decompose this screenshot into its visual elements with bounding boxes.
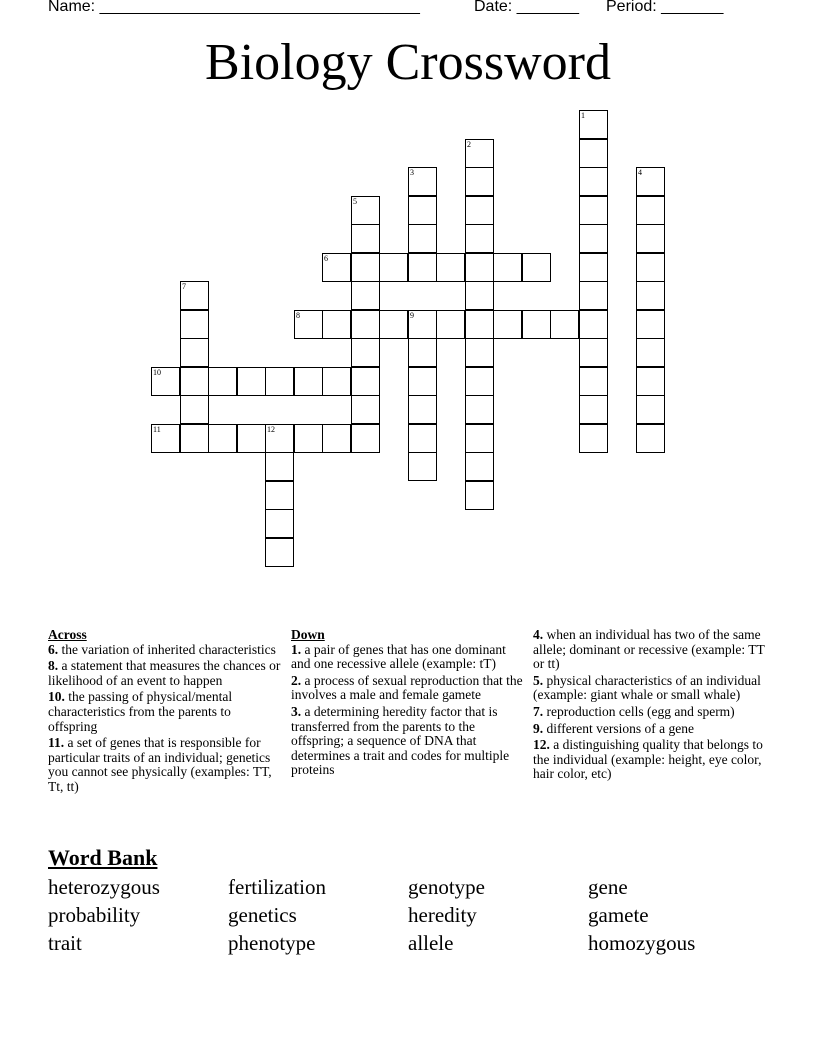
clue-number: 3 — [410, 168, 414, 177]
across-clue-list — [48, 643, 283, 795]
clue-item-number: 10. — [48, 689, 65, 705]
clue-number: 10 — [153, 368, 161, 377]
crossword-cell[interactable] — [151, 424, 180, 453]
crossword-cell[interactable] — [208, 367, 237, 396]
crossword-cell[interactable] — [351, 310, 380, 339]
clue-item-text: different versions of a gene — [546, 720, 694, 736]
clue-item — [533, 628, 773, 672]
crossword-cell[interactable] — [237, 367, 266, 396]
clue-item — [533, 705, 773, 720]
crossword-cell[interactable] — [579, 424, 608, 453]
crossword-cell[interactable] — [408, 395, 437, 424]
crossword-cell[interactable] — [465, 224, 494, 253]
crossword-cell[interactable] — [180, 395, 209, 424]
crossword-cell[interactable] — [636, 395, 665, 424]
crossword-cell[interactable] — [351, 424, 380, 453]
crossword-cell[interactable] — [322, 367, 351, 396]
date-field-label[interactable]: Date: _______ — [474, 0, 579, 15]
clue-item — [291, 674, 523, 703]
down-clues-continued — [533, 628, 773, 782]
clue-item-number: 12. — [533, 737, 550, 753]
crossword-cell[interactable] — [579, 338, 608, 367]
crossword-cell[interactable] — [180, 424, 209, 453]
clue-number: 4 — [638, 168, 642, 177]
clue-number: 8 — [296, 311, 300, 320]
crossword-cell[interactable] — [322, 310, 351, 339]
down-clue-list-continued — [533, 628, 773, 782]
crossword-cell[interactable] — [579, 395, 608, 424]
period-field-label[interactable]: Period: _______ — [606, 0, 724, 15]
clue-item — [48, 659, 283, 688]
crossword-cell[interactable] — [636, 196, 665, 225]
word-bank-word: fertilization — [228, 875, 326, 899]
clue-item-number: 2. — [291, 672, 302, 688]
word-bank-word: homozygous — [588, 931, 696, 955]
crossword-cell[interactable] — [322, 253, 351, 282]
crossword-cell[interactable] — [465, 310, 494, 339]
crossword-cell[interactable] — [636, 310, 665, 339]
clue-item-number: 1. — [291, 641, 302, 657]
crossword-cell[interactable] — [151, 367, 180, 396]
crossword-cell[interactable] — [265, 481, 294, 510]
crossword-cell[interactable] — [465, 395, 494, 424]
crossword-cell[interactable] — [408, 310, 437, 339]
crossword-cell[interactable] — [180, 281, 209, 310]
clue-item-number: 4. — [533, 627, 544, 642]
crossword-cell[interactable] — [208, 424, 237, 453]
crossword-cell[interactable] — [579, 367, 608, 396]
clue-item-text: a determining heredity factor that is transferred from the parents to the offspring; a sequence of DNA that determines a trait and codes for multiple proteins — [291, 703, 510, 778]
clue-item-text: the variation of inherited characteristics — [61, 641, 276, 657]
clue-number: 1 — [581, 111, 585, 120]
clue-item-text: a set of genes that is responsible for particular traits of an individual; genetics you cannot see physically (examples: TT, Tt, tt) — [48, 735, 272, 794]
crossword-cell[interactable] — [436, 253, 465, 282]
word-bank-word: trait — [48, 931, 82, 955]
down-heading: Down — [291, 627, 325, 642]
crossword-cell[interactable] — [351, 338, 380, 367]
clue-item-number: 11. — [48, 735, 65, 751]
crossword-cell[interactable] — [265, 452, 294, 481]
crossword-cell[interactable] — [408, 196, 437, 225]
clue-item-number: 7. — [533, 703, 544, 719]
crossword-cell[interactable] — [265, 509, 294, 538]
clue-number: 11 — [153, 425, 161, 434]
crossword-cell[interactable] — [579, 139, 608, 168]
crossword-cell[interactable] — [579, 310, 608, 339]
clue-item — [48, 736, 283, 794]
crossword-cell[interactable] — [351, 367, 380, 396]
crossword-cell[interactable] — [636, 253, 665, 282]
word-bank-word: probability — [48, 903, 141, 927]
crossword-cell[interactable] — [265, 424, 294, 453]
clue-number: 5 — [353, 197, 357, 206]
crossword-cell[interactable] — [408, 253, 437, 282]
crossword-cell[interactable] — [636, 367, 665, 396]
crossword-cell[interactable] — [465, 481, 494, 510]
word-bank-word: gene — [588, 875, 628, 899]
clue-number: 9 — [410, 311, 414, 320]
crossword-cell[interactable] — [180, 338, 209, 367]
clue-item — [48, 643, 283, 658]
word-bank-word: genetics — [228, 903, 297, 927]
down-clue-list — [291, 643, 523, 778]
crossword-cell[interactable] — [237, 424, 266, 453]
clue-item — [291, 643, 523, 672]
crossword-cell[interactable] — [465, 167, 494, 196]
clue-item-text: when an individual has two of the same allele; dominant or recessive (example: TT or tt) — [533, 627, 765, 672]
crossword-cell[interactable] — [550, 310, 579, 339]
crossword-cell[interactable] — [436, 310, 465, 339]
clue-item-number: 5. — [533, 672, 544, 688]
crossword-cell[interactable] — [465, 338, 494, 367]
clue-item — [533, 674, 773, 703]
crossword-cell[interactable] — [465, 424, 494, 453]
word-bank-word: heterozygous — [48, 875, 160, 899]
crossword-cell[interactable] — [493, 253, 522, 282]
crossword-cell[interactable] — [465, 367, 494, 396]
crossword-cell[interactable] — [408, 452, 437, 481]
crossword-cell[interactable] — [579, 281, 608, 310]
clue-item-text: reproduction cells (egg and sperm) — [546, 703, 735, 719]
crossword-cell[interactable] — [294, 310, 323, 339]
crossword-cell[interactable] — [351, 253, 380, 282]
crossword-cell[interactable] — [351, 196, 380, 225]
clue-item-text: a distinguishing quality that belongs to the individual (example: height, eye color, hair color, etc) — [533, 737, 763, 782]
clue-number: 12 — [267, 425, 275, 434]
word-bank-title: Word Bank — [48, 845, 158, 870]
clue-number: 2 — [467, 140, 471, 149]
crossword-cell[interactable] — [579, 253, 608, 282]
clue-item-number: 6. — [48, 641, 59, 657]
crossword-cell[interactable] — [579, 224, 608, 253]
crossword-cell[interactable] — [408, 224, 437, 253]
clue-item — [48, 690, 283, 734]
clue-item-text: a process of sexual reproduction that the involves a male and female gamete — [291, 672, 523, 703]
crossword-cell[interactable] — [636, 224, 665, 253]
crossword-cell[interactable] — [294, 424, 323, 453]
clue-item-text: the passing of physical/mental characteristics from the parents to offspring — [48, 689, 233, 734]
crossword-cell[interactable] — [465, 452, 494, 481]
word-bank-word: gamete — [588, 903, 649, 927]
crossword-cell[interactable] — [579, 167, 608, 196]
clue-item-text: a pair of genes that has one dominant and one recessive allele (example: tT) — [291, 641, 506, 672]
crossword-cell[interactable] — [408, 367, 437, 396]
crossword-cell[interactable] — [636, 281, 665, 310]
crossword-cell[interactable] — [265, 538, 294, 567]
clue-item-number: 3. — [291, 703, 302, 719]
crossword-cell[interactable] — [351, 224, 380, 253]
clue-item-text: physical characteristics of an individual (example: giant whale or small whale) — [533, 672, 761, 703]
crossword-cell[interactable] — [636, 338, 665, 367]
word-bank-word: phenotype — [228, 931, 316, 955]
down-clues — [291, 628, 523, 778]
crossword-cell[interactable] — [465, 196, 494, 225]
crossword-cell[interactable] — [465, 139, 494, 168]
crossword-cell[interactable] — [579, 196, 608, 225]
clue-item — [291, 705, 523, 778]
crossword-cell[interactable] — [493, 310, 522, 339]
crossword-cell[interactable] — [522, 310, 551, 339]
clue-number: 6 — [324, 254, 328, 263]
across-heading: Across — [48, 627, 87, 642]
crossword-cell[interactable] — [579, 110, 608, 139]
crossword-cell[interactable] — [465, 281, 494, 310]
word-bank-word: allele — [408, 931, 454, 955]
name-field-label[interactable]: Name: ____________________________________ — [48, 0, 420, 15]
clue-item — [533, 722, 773, 737]
crossword-cell[interactable] — [465, 253, 494, 282]
crossword-cell[interactable] — [522, 253, 551, 282]
clue-item-text: a statement that measures the chances or likelihood of an event to happen — [48, 658, 281, 688]
crossword-cell[interactable] — [351, 395, 380, 424]
crossword-cell[interactable] — [379, 310, 408, 339]
crossword-cell[interactable] — [408, 167, 437, 196]
page-title: Biology Crossword — [205, 34, 611, 91]
word-bank-word: genotype — [408, 875, 485, 899]
crossword-cell[interactable] — [322, 424, 351, 453]
clue-item-number: 9. — [533, 720, 544, 736]
crossword-cell[interactable] — [379, 253, 408, 282]
crossword-cell[interactable] — [294, 367, 323, 396]
crossword-cell[interactable] — [408, 424, 437, 453]
across-clues — [48, 628, 283, 795]
crossword-cell[interactable] — [408, 338, 437, 367]
word-bank-word: heredity — [408, 903, 477, 927]
crossword-cell[interactable] — [636, 167, 665, 196]
clue-number: 7 — [182, 282, 186, 291]
crossword-cell[interactable] — [265, 367, 294, 396]
clue-item-number: 8. — [48, 658, 59, 674]
crossword-cell[interactable] — [180, 310, 209, 339]
crossword-cell[interactable] — [636, 424, 665, 453]
crossword-cell[interactable] — [180, 367, 209, 396]
crossword-cell[interactable] — [351, 281, 380, 310]
clue-item — [533, 738, 773, 782]
